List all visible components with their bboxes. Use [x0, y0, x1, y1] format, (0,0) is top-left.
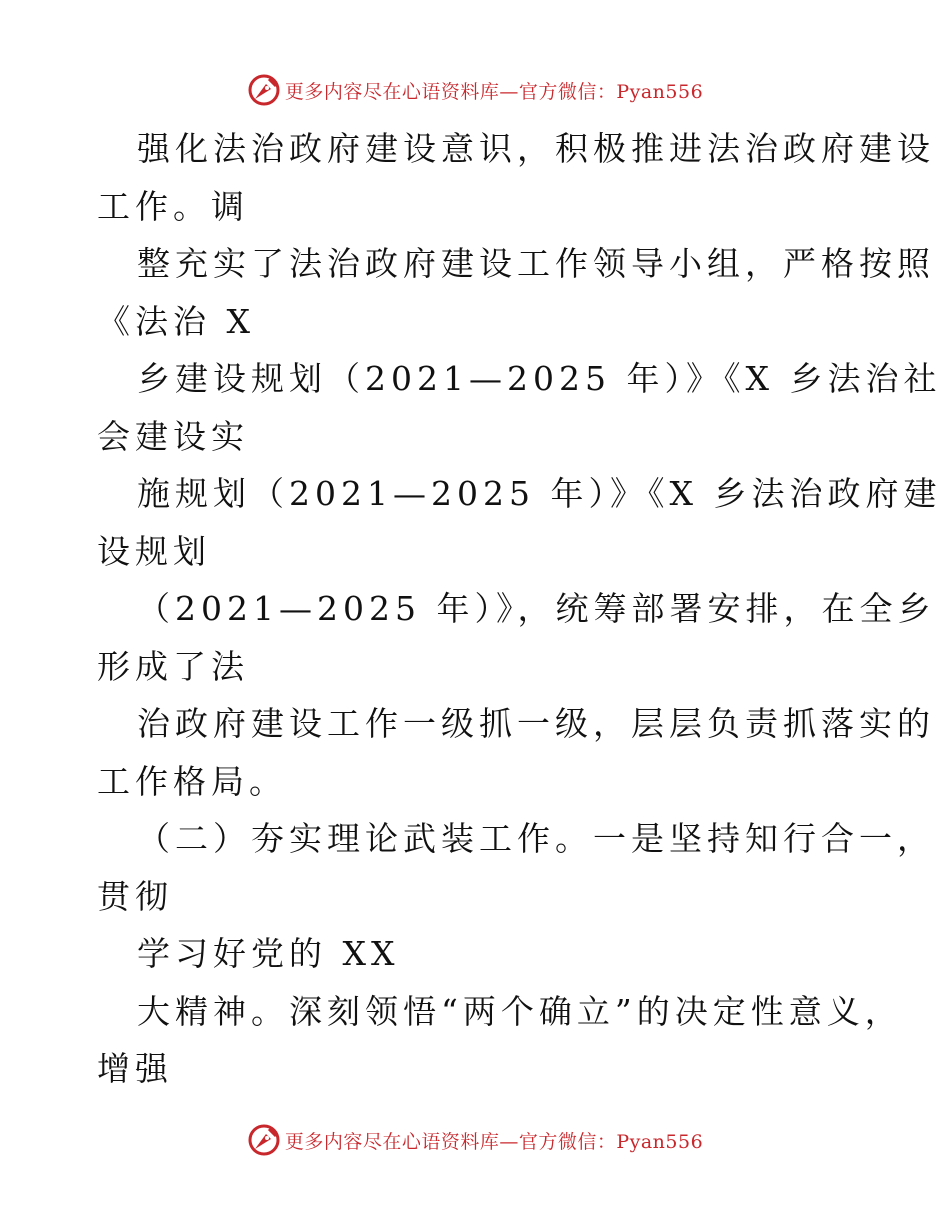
- body-line: 强化法治政府建设意识，积极推进法治政府建设: [137, 129, 935, 168]
- footer-banner-text: 更多内容尽在心语资料库—官方微信：Pyan556: [284, 1130, 704, 1153]
- body-line: 设规划: [97, 531, 211, 571]
- body-line: 《法治 X: [97, 301, 255, 341]
- header-banner: [0, 70, 950, 110]
- body-text: [97, 120, 942, 1098]
- body-line: 学习好党的 XX: [137, 934, 400, 973]
- body-line: 形成了法: [97, 646, 249, 686]
- pen-nib-logo: [247, 73, 281, 107]
- body-line: 治政府建设工作一级抓一级，层层负责抓落实的: [137, 704, 935, 743]
- body-line: （2021—2025 年）》，统筹部署安排，在全乡: [137, 589, 936, 628]
- header-banner-text: 更多内容尽在心语资料库—官方微信：Pyan556: [284, 80, 704, 103]
- body-line: 贯彻: [97, 876, 173, 916]
- body-line: 工作。调: [97, 186, 249, 226]
- body-line: 施规划（2021—2025 年）》《X 乡法治政府建: [137, 474, 942, 513]
- body-line: 工作格局。: [97, 761, 287, 801]
- body-line: 整充实了法治政府建设工作领导小组，严格按照: [137, 244, 935, 283]
- body-line: （二）夯实理论武装工作。一是坚持知行合一，: [137, 819, 935, 858]
- body-line: 大精神。深刻领悟“两个确立”的决定性意义，: [137, 991, 903, 1031]
- body-line: 乡建设规划（2021—2025 年）》《X 乡法治社: [137, 359, 942, 398]
- body-line: 会建设实: [97, 416, 249, 456]
- footer-banner: [0, 1120, 950, 1160]
- pen-nib-logo: [247, 1123, 281, 1157]
- body-line: 增强: [97, 1049, 173, 1088]
